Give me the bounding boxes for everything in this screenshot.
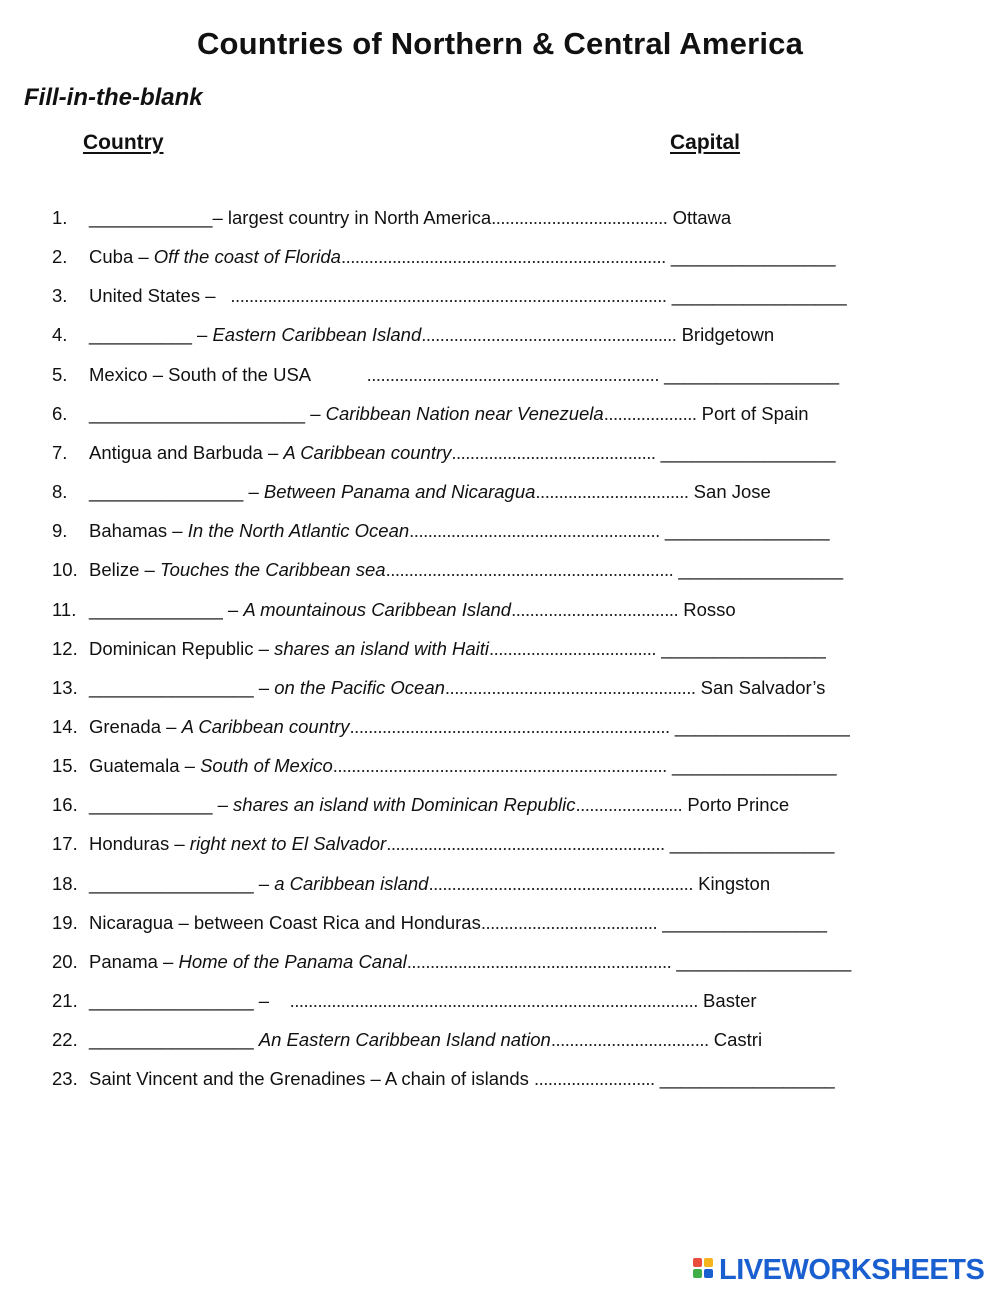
leader-dots: .......................... [534, 1068, 655, 1090]
question-row [0, 635, 1000, 663]
question-number: 19. [52, 911, 78, 933]
question-number: 5. [52, 363, 68, 385]
question-lead: Cuba – [89, 246, 154, 268]
leader-dots: ....................................................... [421, 324, 677, 346]
capital-answer[interactable]: ________________ [664, 833, 835, 855]
leader-dots: ......................................................... [406, 950, 672, 972]
capital-answer[interactable]: Ottawa [667, 207, 732, 228]
leader-dots: ...................................... [491, 207, 668, 228]
capital-answer[interactable]: _________________ [658, 363, 840, 385]
question-hint: A Caribbean country [283, 441, 452, 463]
question-row [0, 517, 1000, 545]
question-row [0, 361, 1000, 389]
question-row [0, 400, 1000, 428]
capital-answer[interactable]: Baster [697, 990, 757, 1011]
question-text[interactable] [89, 674, 825, 702]
question-number: 12. [52, 637, 78, 659]
question-text[interactable] [89, 282, 847, 310]
question-row [0, 674, 1000, 702]
question-row [0, 713, 1000, 741]
question-lead: _______________ – [89, 481, 264, 503]
question-hint: An Eastern Caribbean Island nation [258, 1029, 551, 1051]
leader-dots: .............................................................. [385, 559, 674, 581]
capital-answer[interactable]: ________________ [666, 755, 837, 777]
capital-answer[interactable]: _________________ [671, 950, 852, 972]
question-lead: Guatemala – [89, 755, 201, 777]
question-hint: Caribbean Nation near Venezuela [325, 402, 604, 424]
question-text[interactable] [89, 752, 837, 780]
question-lead: Bahamas – [89, 520, 188, 542]
question-number: 15. [52, 755, 78, 777]
question-row [0, 478, 1000, 506]
leader-dots: ...................................................................... [340, 246, 666, 268]
question-text[interactable] [89, 870, 770, 898]
section-subtitle: Fill-in-the-blank [24, 84, 203, 111]
question-text[interactable] [89, 713, 850, 741]
question-number: 20. [52, 950, 78, 972]
capital-answer[interactable]: ________________ [657, 911, 827, 933]
capital-answer[interactable]: Rosso [678, 598, 736, 620]
question-number: 14. [52, 715, 78, 737]
question-hint: on the Pacific Ocean [274, 676, 445, 698]
question-lead: ____________ – [89, 794, 234, 816]
question-text[interactable] [89, 400, 809, 428]
question-number: 16. [52, 794, 78, 816]
capital-answer[interactable]: Porto Prince [682, 794, 790, 816]
capital-answer[interactable]: San Salvador’s [695, 676, 826, 698]
question-lead: Honduras – [89, 833, 190, 855]
question-text[interactable] [89, 204, 731, 232]
question-text[interactable] [89, 321, 774, 349]
question-lead: Grenada – [89, 715, 182, 737]
question-text[interactable] [89, 987, 757, 1015]
question-text[interactable] [89, 909, 827, 937]
question-number: 21. [52, 990, 78, 1011]
question-lead: ____________– largest country in North America [89, 207, 492, 228]
question-text[interactable] [89, 635, 826, 663]
leader-dots: ........................................................................ [332, 755, 667, 777]
question-number: 1. [52, 207, 68, 228]
leader-dots: ......................................................... [428, 872, 693, 894]
question-lead: Antigua and Barbuda – [89, 441, 284, 463]
question-hint: shares an island with Haiti [274, 637, 490, 659]
capital-answer[interactable]: _________________ [669, 715, 850, 737]
question-text[interactable] [89, 517, 830, 545]
leader-dots: ...................................................... [444, 676, 696, 698]
leader-dots: .................................. [550, 1029, 709, 1051]
capital-answer[interactable]: Port of Spain [696, 402, 809, 424]
question-text[interactable] [89, 243, 836, 271]
leader-dots: ............................................................... [366, 363, 659, 385]
question-hint: Touches the Caribbean sea [159, 559, 386, 581]
question-row [0, 556, 1000, 584]
question-row [0, 909, 1000, 937]
leader-dots: ........................................................................................ [289, 990, 698, 1011]
capital-answer[interactable]: Castri [708, 1029, 763, 1051]
country-column-header: Country [83, 131, 164, 154]
capital-answer[interactable]: San Jose [688, 481, 771, 503]
question-text[interactable] [89, 361, 839, 389]
question-number: 9. [52, 520, 68, 542]
leader-dots: ............................................ [451, 441, 656, 463]
capital-answer[interactable]: ________________ [673, 559, 844, 581]
question-row [0, 243, 1000, 271]
capital-answer[interactable]: ________________ [656, 637, 826, 659]
capital-answer[interactable]: _________________ [666, 285, 847, 307]
capital-answer[interactable]: ________________ [665, 246, 836, 268]
question-number: 4. [52, 324, 68, 346]
capital-answer[interactable]: _________________ [654, 1068, 835, 1090]
question-text[interactable] [89, 478, 771, 506]
leader-dots: ....................... [575, 794, 683, 816]
question-lead: __________ – [89, 324, 213, 346]
question-lead: ________________ – [89, 676, 275, 698]
question-hint: right next to El Salvador [189, 833, 387, 855]
question-row [0, 870, 1000, 898]
question-number: 22. [52, 1029, 78, 1051]
question-text[interactable] [89, 1065, 835, 1093]
question-number: 18. [52, 872, 78, 894]
logo-mark-icon [693, 1258, 715, 1282]
question-text[interactable] [89, 596, 736, 624]
question-lead: Saint Vincent and the Grenadines – A chain of islands [89, 1068, 534, 1090]
liveworksheets-logo [693, 1254, 984, 1286]
question-text[interactable] [89, 556, 843, 584]
question-row [0, 948, 1000, 976]
question-row [0, 830, 1000, 858]
question-text[interactable] [89, 439, 836, 467]
question-number: 11. [52, 598, 77, 620]
question-text[interactable] [89, 791, 789, 819]
question-lead: _____________________ – [89, 402, 326, 424]
question-row [0, 439, 1000, 467]
question-row [0, 596, 1000, 624]
leader-dots: ...................................... [480, 911, 658, 933]
question-hint: Between Panama and Nicaragua [263, 481, 536, 503]
question-row [0, 282, 1000, 310]
question-row [0, 987, 1000, 1015]
question-hint: South of Mexico [200, 755, 333, 777]
question-lead: Nicaragua – between Coast Rica and Honduras [89, 911, 481, 933]
question-lead: Panama – [89, 950, 179, 972]
question-number: 10. [52, 559, 78, 581]
question-hint: A mountainous Caribbean Island [243, 598, 512, 620]
question-number: 3. [52, 285, 68, 307]
question-hint: Eastern Caribbean Island [212, 324, 422, 346]
question-hint: A Caribbean country [181, 715, 350, 737]
capital-answer[interactable]: _________________ [655, 441, 836, 463]
capital-column-header: Capital [670, 131, 741, 154]
question-row [0, 1026, 1000, 1054]
question-row [0, 321, 1000, 349]
question-row [0, 791, 1000, 819]
question-lead: United States – [89, 285, 226, 307]
leader-dots: ..................................................................... [349, 715, 670, 737]
question-lead: Mexico – South of the USA [89, 363, 367, 385]
question-row [0, 1065, 1000, 1093]
question-lead: _____________ – [89, 598, 244, 620]
leader-dots: ................................. [535, 481, 689, 503]
leader-dots: .................... [603, 402, 697, 424]
leader-dots: ............................................................ [386, 833, 665, 855]
question-hint: a Caribbean island [274, 872, 429, 894]
question-lead: Dominican Republic – [89, 637, 275, 659]
logo-text: LIVEWORKSHEETS [719, 1253, 985, 1286]
question-number: 7. [52, 441, 68, 463]
question-text[interactable] [89, 830, 834, 858]
capital-answer[interactable]: Kingston [692, 872, 771, 894]
page-title: Countries of Northern & Central America [196, 26, 804, 61]
question-text[interactable] [89, 1026, 762, 1054]
question-row [0, 752, 1000, 780]
question-hint: In the North Atlantic Ocean [187, 520, 410, 542]
leader-dots: .................................... [489, 637, 657, 659]
question-hint: shares an island with Dominican Republic [233, 794, 576, 816]
question-hint: Off the coast of Florida [153, 246, 341, 268]
question-lead: ________________ – [89, 990, 290, 1011]
question-lead: Belize – [89, 559, 160, 581]
leader-dots: ...................................................... [409, 520, 660, 542]
leader-dots: .................................... [511, 598, 679, 620]
question-number: 2. [52, 246, 68, 268]
question-lead: ________________ [89, 1029, 259, 1051]
question-number: 13. [52, 676, 78, 698]
question-text[interactable] [89, 948, 851, 976]
question-number: 6. [52, 402, 68, 424]
question-number: 17. [52, 833, 78, 855]
capital-answer[interactable]: ________________ [659, 520, 830, 542]
question-number: 23. [52, 1068, 78, 1090]
question-row [0, 204, 1000, 232]
question-hint: Home of the Panama Canal [178, 950, 407, 972]
leader-dots: .............................................................................................. [225, 285, 667, 307]
question-number: 8. [52, 481, 68, 503]
capital-answer[interactable]: Bridgetown [676, 324, 775, 346]
question-lead: ________________ – [89, 872, 275, 894]
